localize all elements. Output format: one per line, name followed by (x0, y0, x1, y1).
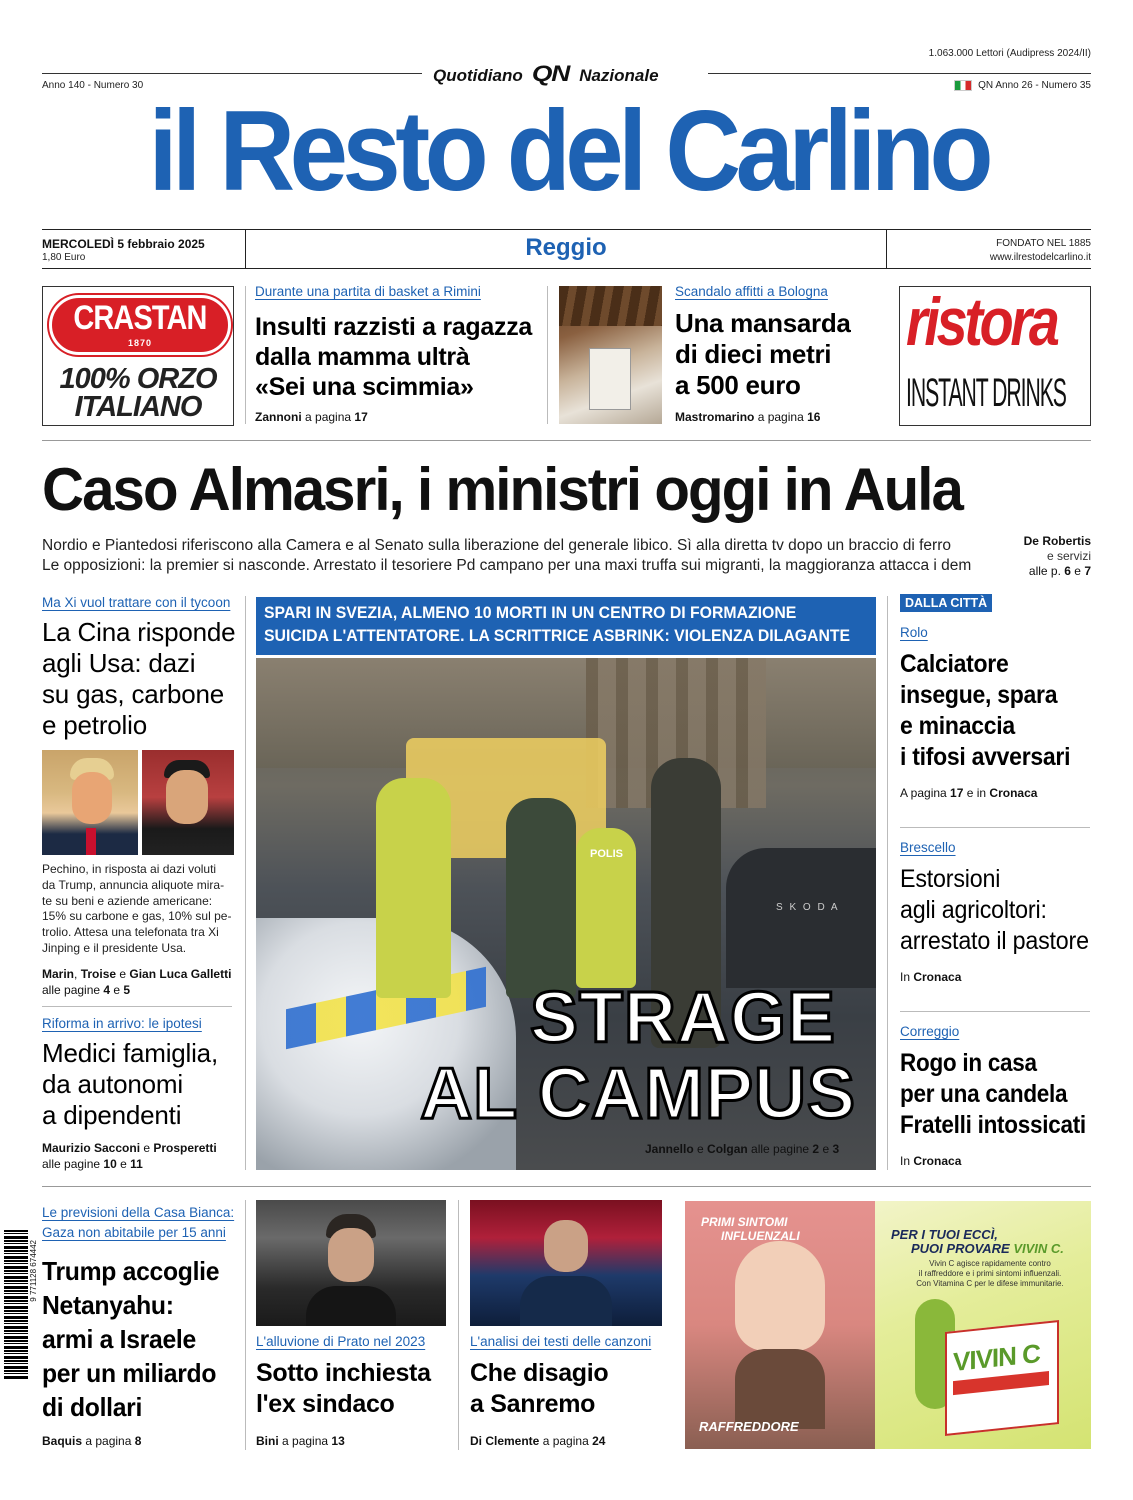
founded-year: FONDATO NEL 1885 (996, 238, 1091, 249)
lead-headline[interactable]: Caso Almasri, i ministri oggi in Aula (42, 456, 962, 523)
prato-kicker[interactable]: L'alluvione di Prato nel 2023 (256, 1334, 426, 1349)
doctors-headline[interactable]: Medici famiglia, da autonomi a dipendenti (42, 1038, 218, 1130)
brescello-headline[interactable]: Estorsioni agli agricoltori: arrestato il pastore (900, 865, 1089, 955)
netanyahu-headline[interactable]: Trump accoglie Netanyahu: armi a Israele per un miliardo di dollari (42, 1256, 220, 1422)
section-dalla-citta[interactable]: DALLA CITTÀ (900, 594, 992, 612)
crastan-logo: CRASTAN 1870 (49, 295, 231, 355)
issue-number: Anno 140 - Numero 30 (42, 80, 144, 91)
qn-issue-number: QN Anno 26 - Numero 35 (954, 80, 1091, 91)
rolo-kicker[interactable]: Rolo (900, 625, 928, 640)
campus-shooting-photo: POLIS S K O D A (256, 658, 876, 1170)
story-attic-headline[interactable]: Una mansarda di dieci metri a 500 euro (675, 308, 851, 400)
sanremo-kicker[interactable]: L'analisi dei testi delle canzoni (470, 1334, 652, 1349)
vivin-c-ad[interactable]: PRIMI SINTOMI INFLUENZALI RAFFREDDORE PER I TUOI ECCÌ, PUOI PROVARE VIVIN C. Vivin C agisce rapidamente contro il raffreddore e i primi sintomi influenzali. Con Vitamina C per le difese immunitarie. VIVIN C (685, 1201, 1091, 1449)
china-headline[interactable]: La Cina risponde agli Usa: dazi su gas, carbone e petrolio (42, 617, 236, 740)
story-basket-kicker[interactable]: Durante una partita di basket a Rimini (255, 284, 481, 299)
brescello-byline: In Cronaca (900, 970, 962, 984)
masthead-tagline: Quotidiano QN Nazionale (433, 61, 659, 86)
sanremo-byline: Di Clemente a pagina 24 (470, 1434, 606, 1448)
sweden-banner[interactable]: SPARI IN SVEZIA, ALMENO 10 MORTI IN UN CENTRO DI FORMAZIONE SUICIDA L'ATTENTATORE. LA SCRITTRICE ASBRINK: VIOLENZA DILAGANTE (256, 597, 876, 655)
xi-photo (142, 750, 234, 855)
newspaper-logo[interactable]: il Resto del Carlino (148, 88, 988, 215)
ristora-ad[interactable]: ristora INSTANT DRINKS (899, 286, 1091, 426)
story-attic-byline: Mastromarino a pagina 16 (675, 410, 821, 424)
crastan-ad[interactable]: CRASTAN 1870 100% ORZO ITALIANO (42, 286, 234, 426)
doctors-byline: Maurizio Sacconi e Prosperetti alle pagine 10 e 11 (42, 1141, 217, 1171)
correggio-headline[interactable]: Rogo in casa per una candela Fratelli intossicati (900, 1049, 1086, 1139)
china-kicker[interactable]: Ma Xi vuol trattare con il tycoon (42, 595, 231, 610)
rolo-byline: A pagina 17 e in Cronaca (900, 786, 1038, 800)
china-byline: Marin, Troise e Gian Luca Galletti alle pagine 4 e 5 (42, 967, 232, 997)
readership-info: 1.063.000 Lettori (Audipress 2024/II) (928, 48, 1091, 59)
website-link[interactable]: www.ilrestodelcarlino.it (989, 252, 1091, 263)
doctors-kicker[interactable]: Riforma in arrivo: le ipotesi (42, 1016, 202, 1031)
barcode (4, 1230, 28, 1380)
issue-date: MERCOLEDÌ 5 febbraio 2025 (42, 237, 205, 251)
gaza-kicker[interactable]: Le previsioni della Casa Bianca: Gaza non abitabile per 15 anni (42, 1205, 235, 1240)
campus-byline: Jannello e Colgan alle pagine 2 e 3 (645, 1142, 840, 1156)
edition-name[interactable]: Reggio (525, 234, 607, 261)
vivin-c-pack: VIVIN C (945, 1320, 1059, 1436)
lead-byline: De Robertis e servizi alle p. 6 e 7 (1023, 534, 1091, 578)
china-body: Pechino, in risposta ai dazi voluti da Trump, annuncia aliquote mira- te su beni e aziende americane: 15% su carbone e gas, 10% sul pe- trolio. Attesa una telefonata tra Xi Jinping e il presidente Usa. (42, 862, 232, 955)
sanremo-photo (470, 1200, 662, 1326)
brescello-kicker[interactable]: Brescello (900, 840, 956, 855)
issue-price: 1,80 Euro (42, 252, 86, 263)
sanremo-headline[interactable]: Che disagio a Sanremo (470, 1359, 609, 1418)
prato-headline[interactable]: Sotto inchiesta l'ex sindaco (256, 1359, 431, 1418)
story-basket-byline: Zannoni a pagina 17 (255, 410, 368, 424)
qn-logo: QN (532, 61, 570, 86)
attic-photo (559, 286, 662, 424)
ristora-logo: ristora (906, 286, 1057, 360)
strage-overlay-title[interactable]: STRAGE AL CAMPUS (420, 978, 856, 1134)
lead-subheadline: Nordio e Piantedosi riferiscono alla Camera e al Senato sulla liberazione del generale libico. Sì alla diretta tv dopo un braccio di ferro Le opposizioni: la premier si nasconde. Arrestato il tesoriere Pd campano per una maxi truffa sui migranti, la maggioranza attacca i dem (42, 537, 972, 574)
trump-photo (42, 750, 138, 855)
prato-mayor-photo (256, 1200, 446, 1326)
prato-byline: Bini a pagina 13 (256, 1434, 345, 1448)
correggio-kicker[interactable]: Correggio (900, 1024, 960, 1039)
story-attic-kicker[interactable]: Scandalo affitti a Bologna (675, 284, 828, 299)
netanyahu-byline: Baquis a pagina 8 (42, 1434, 142, 1448)
rolo-headline[interactable]: Calciatore insegue, spara e minaccia i tifosi avversari (900, 650, 1071, 771)
story-basket-headline[interactable]: Insulti razzisti a ragazza dalla mamma ultrà «Sei una scimmia» (255, 313, 533, 401)
barcode-number: 9 771128 674442 (29, 1240, 38, 1302)
correggio-byline: In Cronaca (900, 1154, 962, 1168)
